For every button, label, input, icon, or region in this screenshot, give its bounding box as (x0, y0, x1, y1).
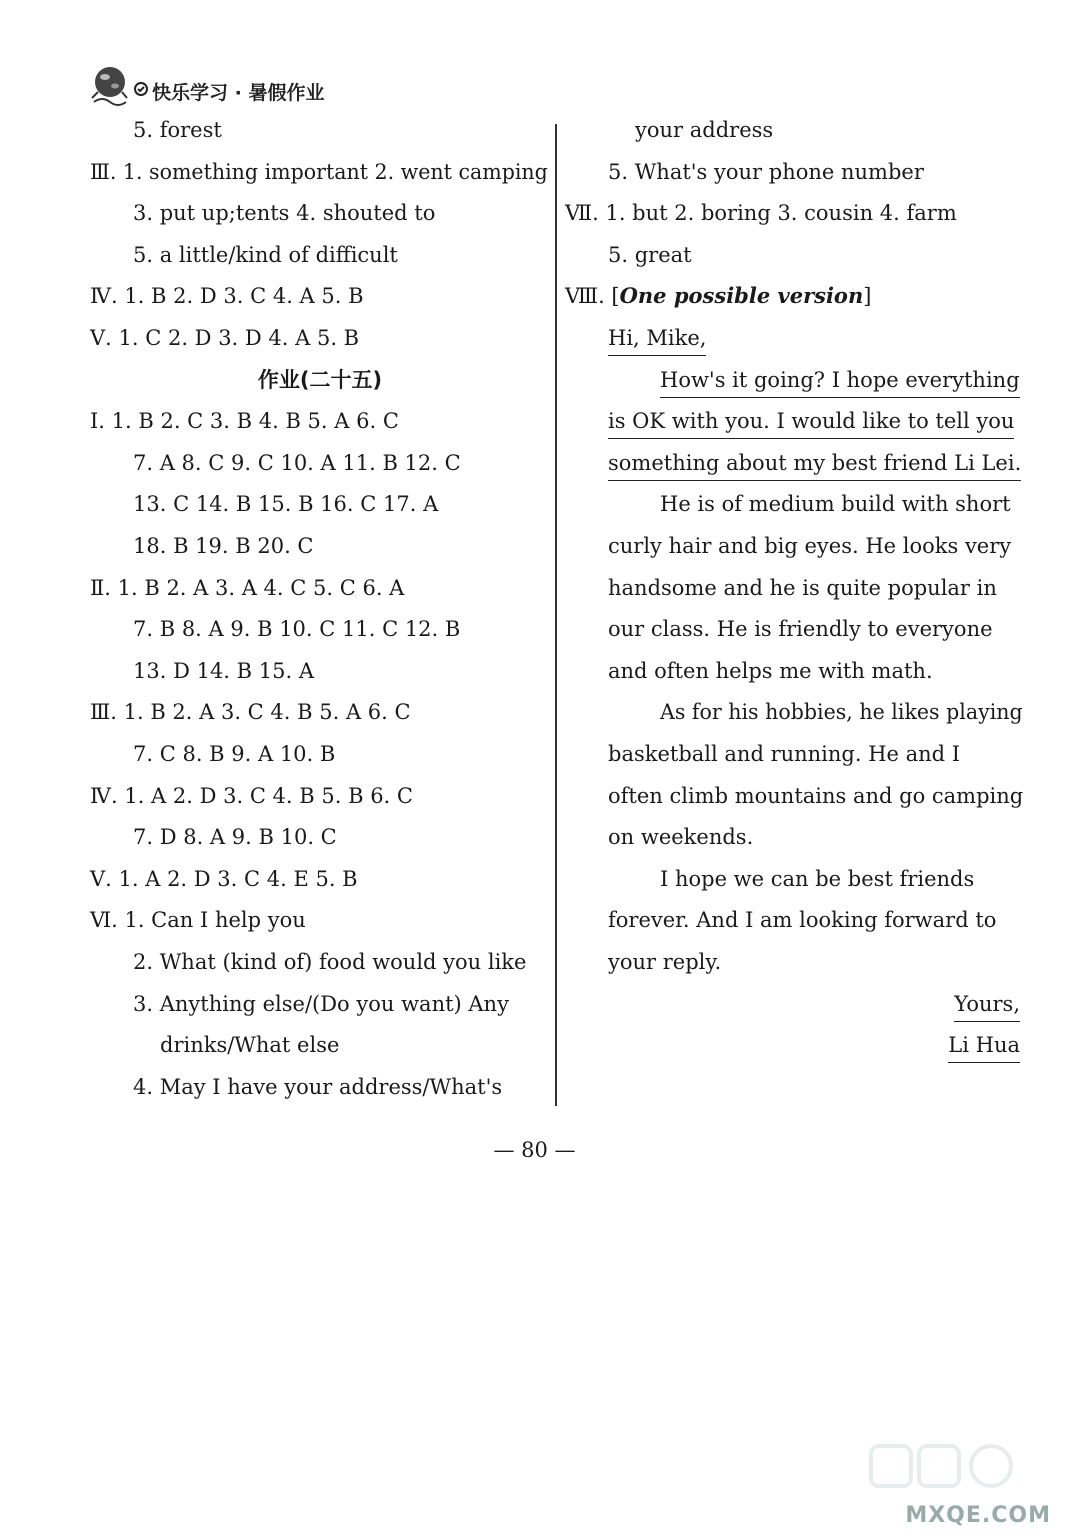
answer-line: your address (635, 118, 774, 142)
answer-line: Li Hua (948, 1033, 1020, 1057)
answer-line: Ⅶ. 1. but 2. boring 3. cousin 4. farm (565, 201, 957, 225)
answer-line: Ⅲ. 1. something important 2. went camping (90, 160, 548, 184)
answer-line: something about my best friend Li Lei. (608, 451, 1022, 475)
answer-line: handsome and he is quite popular in (608, 576, 997, 600)
answer-line: 7. C 8. B 9. A 10. B (133, 742, 336, 766)
underline-rule (954, 1021, 1020, 1022)
answer-line: Ⅴ. 1. C 2. D 3. D 4. A 5. B (90, 326, 360, 350)
answer-line: How's it going? I hope everything (660, 368, 1020, 392)
answer-line: 18. B 19. B 20. C (133, 534, 314, 558)
answer-line: Yours, (954, 992, 1020, 1016)
globe-mascot-logo (88, 62, 130, 108)
answer-line: 4. May I have your address/What's (133, 1075, 503, 1099)
answer-line: is OK with you. I would like to tell you (608, 409, 1015, 433)
answer-line: Ⅳ. 1. A 2. D 3. C 4. B 5. B 6. C (90, 784, 413, 808)
underline-rule (608, 480, 1021, 481)
book-series-title: 快乐学习 · 暑假作业 (152, 82, 325, 104)
answer-line: 7. A 8. C 9. C 10. A 11. B 12. C (133, 451, 461, 475)
answer-line: Hi, Mike, (608, 326, 707, 350)
page-number: — 80 — (493, 1138, 576, 1162)
answer-line: As for his hobbies, he likes playing (660, 700, 1023, 724)
underline-rule (608, 355, 706, 356)
answer-line: 7. D 8. A 9. B 10. C (133, 825, 337, 849)
answer-line: Ⅴ. 1. A 2. D 3. C 4. E 5. B (90, 867, 358, 891)
column-divider (555, 124, 557, 1106)
answer-line: drinks/What else (160, 1033, 340, 1057)
underline-rule (948, 1062, 1020, 1063)
answer-line: 5. great (608, 243, 692, 267)
answer-line: 5. What's your phone number (608, 160, 924, 184)
check-circle-icon (134, 82, 148, 96)
section-title: 作业(二十五) (257, 368, 383, 392)
answer-line: 7. B 8. A 9. B 10. C 11. C 12. B (133, 617, 461, 641)
answer-line: curly hair and big eyes. He looks very (608, 534, 1012, 558)
answer-line: and often helps me with math. (608, 659, 933, 683)
answer-line: 13. D 14. B 15. A (133, 659, 315, 683)
answer-line: Ⅱ. 1. B 2. A 3. A 4. C 5. C 6. A (90, 576, 405, 600)
answer-line: forever. And I am looking forward to (608, 908, 997, 932)
answer-line: often climb mountains and go camping (608, 784, 1024, 808)
answer-line: I hope we can be best friends (660, 867, 975, 891)
answer-line: Ⅳ. 1. B 2. D 3. C 4. A 5. B (90, 284, 364, 308)
answer-line: basketball and running. He and I (608, 742, 961, 766)
answer-line: 5. a little/kind of difficult (133, 243, 398, 267)
answer-line: 2. What (kind of) food would you like (133, 950, 527, 974)
watermark-text: MXQE.COM (905, 1503, 1051, 1528)
answer-line: on weekends. (608, 825, 754, 849)
answer-line: Ⅲ. 1. B 2. A 3. C 4. B 5. A 6. C (90, 700, 411, 724)
underline-rule (608, 438, 1014, 439)
answer-line: 3. Anything else/(Do you want) Any (133, 992, 509, 1016)
answer-line: Ⅰ. 1. B 2. C 3. B 4. B 5. A 6. C (90, 409, 399, 433)
answer-line: 3. put up;tents 4. shouted to (133, 201, 436, 225)
answer-line: Ⅵ. 1. Can I help you (90, 908, 306, 932)
answer-line: your reply. (608, 950, 722, 974)
sample-essay-heading: Ⅷ. [One possible version] (565, 283, 872, 308)
answer-line: 5. forest (133, 118, 222, 142)
answer-line: 13. C 14. B 15. B 16. C 17. A (133, 492, 439, 516)
answer-line: He is of medium build with short (660, 492, 1011, 516)
underline-rule (660, 397, 1020, 398)
answer-line: our class. He is friendly to everyone (608, 617, 993, 641)
